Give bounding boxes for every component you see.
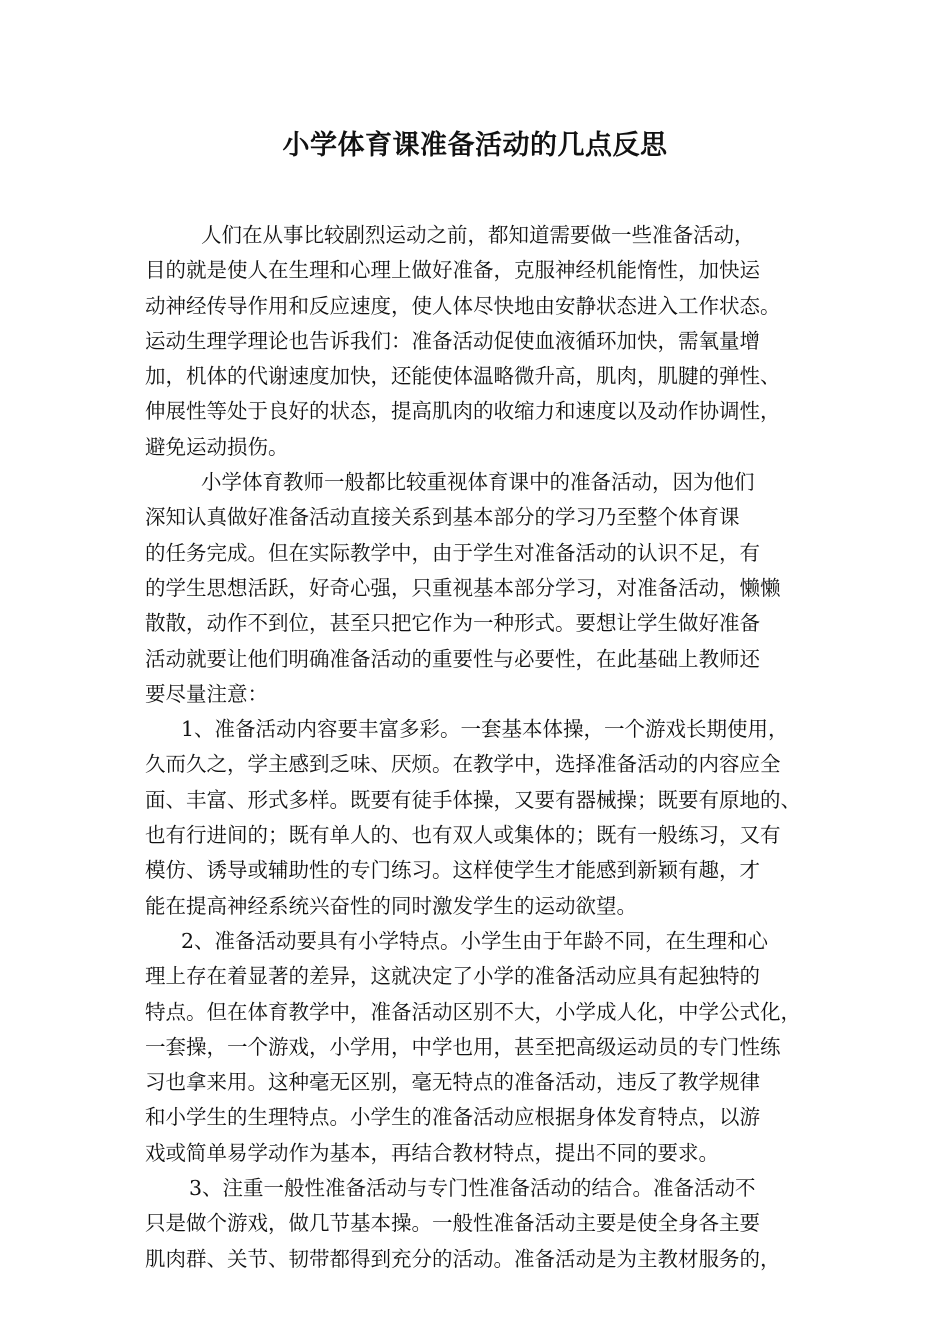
text-line: 的学生思想活跃，好奇心强，只重视基本部分学习，对准备活动，懒懒 xyxy=(145,575,781,600)
text-line: 肌肉群、关节、韧带都得到充分的活动。准备活动是为主教材服务的， xyxy=(145,1246,781,1271)
paragraph-point-1 xyxy=(145,712,813,924)
text-line: 面、丰富、形式多样。既要有徒手体操，又要有器械操；既要有原地的、 xyxy=(145,787,801,812)
text-line: 习也拿来用。这种毫无区别，毫无特点的准备活动，违反了教学规律 xyxy=(145,1070,760,1095)
text-line: 目的就是使人在生理和心理上做好准备，克服神经机能惰性，加快运 xyxy=(145,258,760,283)
text-line: 戏或简单易学动作为基本，再结合教材特点，提出不同的要求。 xyxy=(145,1140,719,1165)
text-line: 避免运动损伤。 xyxy=(145,434,289,459)
text-line: 要尽量注意： xyxy=(145,681,268,706)
text-line: 特点。但在体育教学中，准备活动区别不大，小学成人化，中学公式化， xyxy=(145,999,801,1024)
text-line: 深知认真做好准备活动直接关系到基本部分的学习乃至整个体育课 xyxy=(145,505,740,530)
text-line: 能在提高神经系统兴奋性的同时激发学生的运动欲望。 xyxy=(145,893,637,918)
document-title: 小学体育课准备活动的几点反思 xyxy=(282,130,668,161)
text-line: 伸展性等处于良好的状态，提高肌肉的收缩力和速度以及动作协调性， xyxy=(145,399,781,424)
document-body xyxy=(145,218,813,1277)
text-line: 动神经传导作用和反应速度，使人体尽快地由安静状态进入工作状态。 xyxy=(145,293,781,318)
text-line: 3、注重一般性准备活动与专门性准备活动的结合。准备活动不 xyxy=(189,1176,756,1201)
text-line: 理上存在着显著的差异，这就决定了小学的准备活动应具有起独特的 xyxy=(145,964,760,989)
text-line: 久而久之，学主感到乏味、厌烦。在教学中，选择准备活动的内容应全 xyxy=(145,752,781,777)
text-line: 小学体育教师一般都比较重视体育课中的准备活动，因为他们 xyxy=(201,470,755,495)
text-line: 的任务完成。但在实际教学中，由于学生对准备活动的认识不足，有 xyxy=(145,540,760,565)
text-line: 只是做个游戏，做几节基本操。一般性准备活动主要是使全身各主要 xyxy=(145,1211,760,1236)
text-line: 模仿、诱导或辅助性的专门练习。这样使学生才能感到新颖有趣，才 xyxy=(145,858,760,883)
paragraph-teachers xyxy=(145,465,813,712)
text-line: 加，机体的代谢速度加快，还能使体温略微升高，肌肉，肌腱的弹性、 xyxy=(145,364,781,389)
text-line: 散散，动作不到位，甚至只把它作为一种形式。要想让学生做好准备 xyxy=(145,611,760,636)
paragraph-intro xyxy=(145,218,813,465)
paragraph-point-2 xyxy=(145,924,813,1171)
text-line: 活动就要让他们明确准备活动的重要性与必要性，在此基础上教师还 xyxy=(145,646,760,671)
text-line: 人们在从事比较剧烈运动之前，都知道需要做一些准备活动， xyxy=(201,223,755,247)
text-line: 运动生理学理论也告诉我们：准备活动促使血液循环加快，需氧量增 xyxy=(145,328,760,353)
text-line: 和小学生的生理特点。小学生的准备活动应根据身体发育特点，以游 xyxy=(145,1105,760,1130)
text-line: 一套操，一个游戏，小学用，中学也用，甚至把高级运动员的专门性练 xyxy=(145,1034,781,1059)
text-line: 2、准备活动要具有小学特点。小学生由于年龄不同，在生理和心 xyxy=(181,928,769,953)
text-line: 1、准备活动内容要丰富多彩。一套基本体操，一个游戏长期使用， xyxy=(181,717,789,742)
text-line: 也有行进间的；既有单人的、也有双人或集体的；既有一般练习，又有 xyxy=(145,823,781,848)
paragraph-point-3 xyxy=(145,1171,813,1277)
